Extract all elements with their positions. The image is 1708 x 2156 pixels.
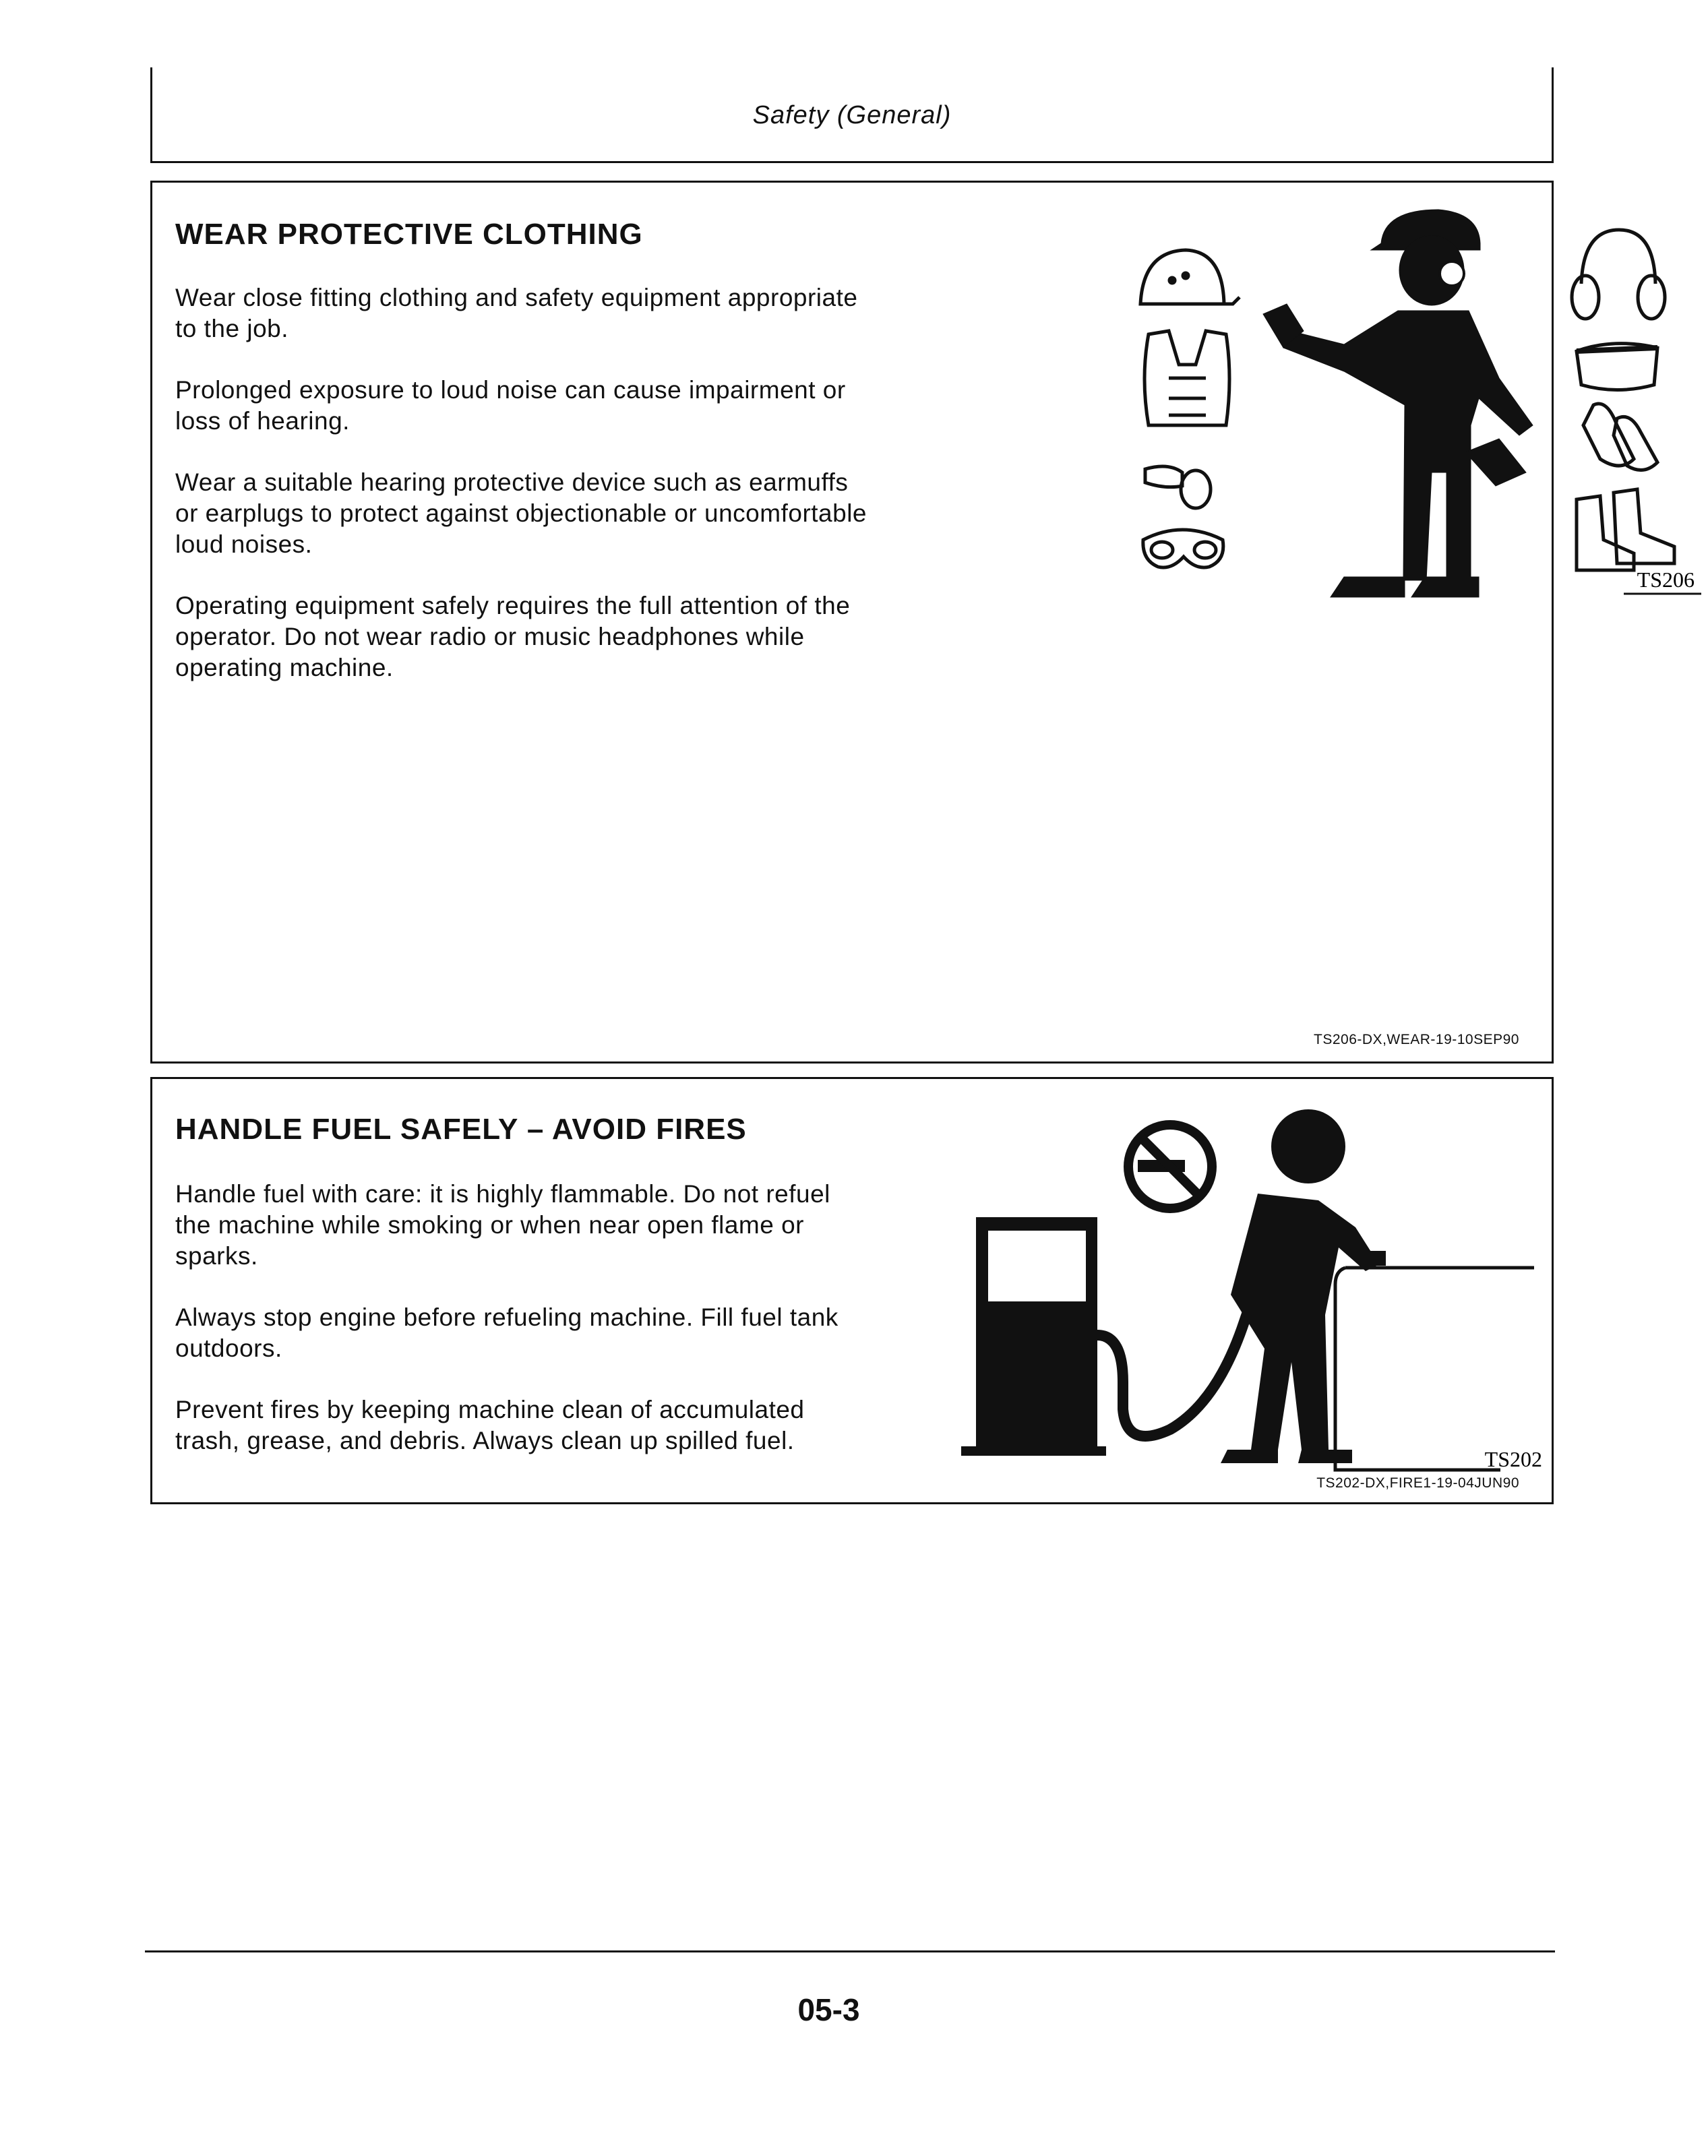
paragraph: Wear a suitable hearing protective device such as earmuffs or earplugs to protect against objectionable or uncomfortable loud noises. [175,468,867,558]
fuel-pump-icon [961,1217,1106,1456]
reference-code: TS206-DX,WEAR-19-10SEP90 [1314,1032,1519,1047]
paragraph: Prevent fires by keeping machine clean of accumulated trash, grease, and debris. Always clean up spilled fuel. [175,1396,805,1454]
paragraph: Always stop engine before refueling machine. Fill fuel tank outdoors. [175,1303,838,1362]
safety-goggles-icon [1143,530,1223,567]
earplugs-icon [1145,466,1211,508]
section-body [175,1179,870,1487]
section-title: HANDLE FUEL SAFELY – AVOID FIRES [175,1113,747,1146]
illustration-label: TS202 [1484,1447,1542,1471]
face-shield-icon [1577,344,1657,390]
fuel-safety-illustration [961,1092,1548,1477]
safety-boots-icon [1577,489,1674,570]
footer-rule [145,1950,1555,1952]
paragraph: Wear close fitting clothing and safety equipment appropriate to the job. [175,284,858,342]
person-refueling-icon [1221,1109,1379,1463]
safety-vest-icon [1145,331,1229,425]
section-wear-protective-clothing [150,181,1695,1064]
page-header [150,67,1554,163]
no-smoking-icon [1128,1125,1212,1208]
fuel-nozzle-icon [1366,1251,1386,1266]
work-gloves-icon [1583,404,1657,470]
paragraph: Operating equipment safely requires the full attention of the operator. Do not wear radio or music headphones while operating machine. [175,592,851,681]
hard-hat-icon [1140,250,1240,304]
header-title: Safety (General) [752,101,952,129]
section-handle-fuel-safely [150,1077,1554,1504]
worker-figure-icon [1263,210,1533,597]
fuel-tank-icon [1335,1268,1534,1470]
protective-clothing-illustration [967,203,1708,607]
illustration-label: TS206 [1637,567,1695,592]
paragraph: Handle fuel with care: it is highly flammable. Do not refuel the machine while smoking or when near open flame or sparks. [175,1180,830,1270]
section-body [175,282,870,714]
ear-muffs-icon [1572,230,1665,319]
paragraph: Prolonged exposure to loud noise can cause impairment or loss of hearing. [175,376,846,435]
reference-code: TS202-DX,FIRE1-19-04JUN90 [1316,1475,1519,1491]
page-number: 05-3 [797,1992,860,2027]
section-title: WEAR PROTECTIVE CLOTHING [175,218,643,251]
